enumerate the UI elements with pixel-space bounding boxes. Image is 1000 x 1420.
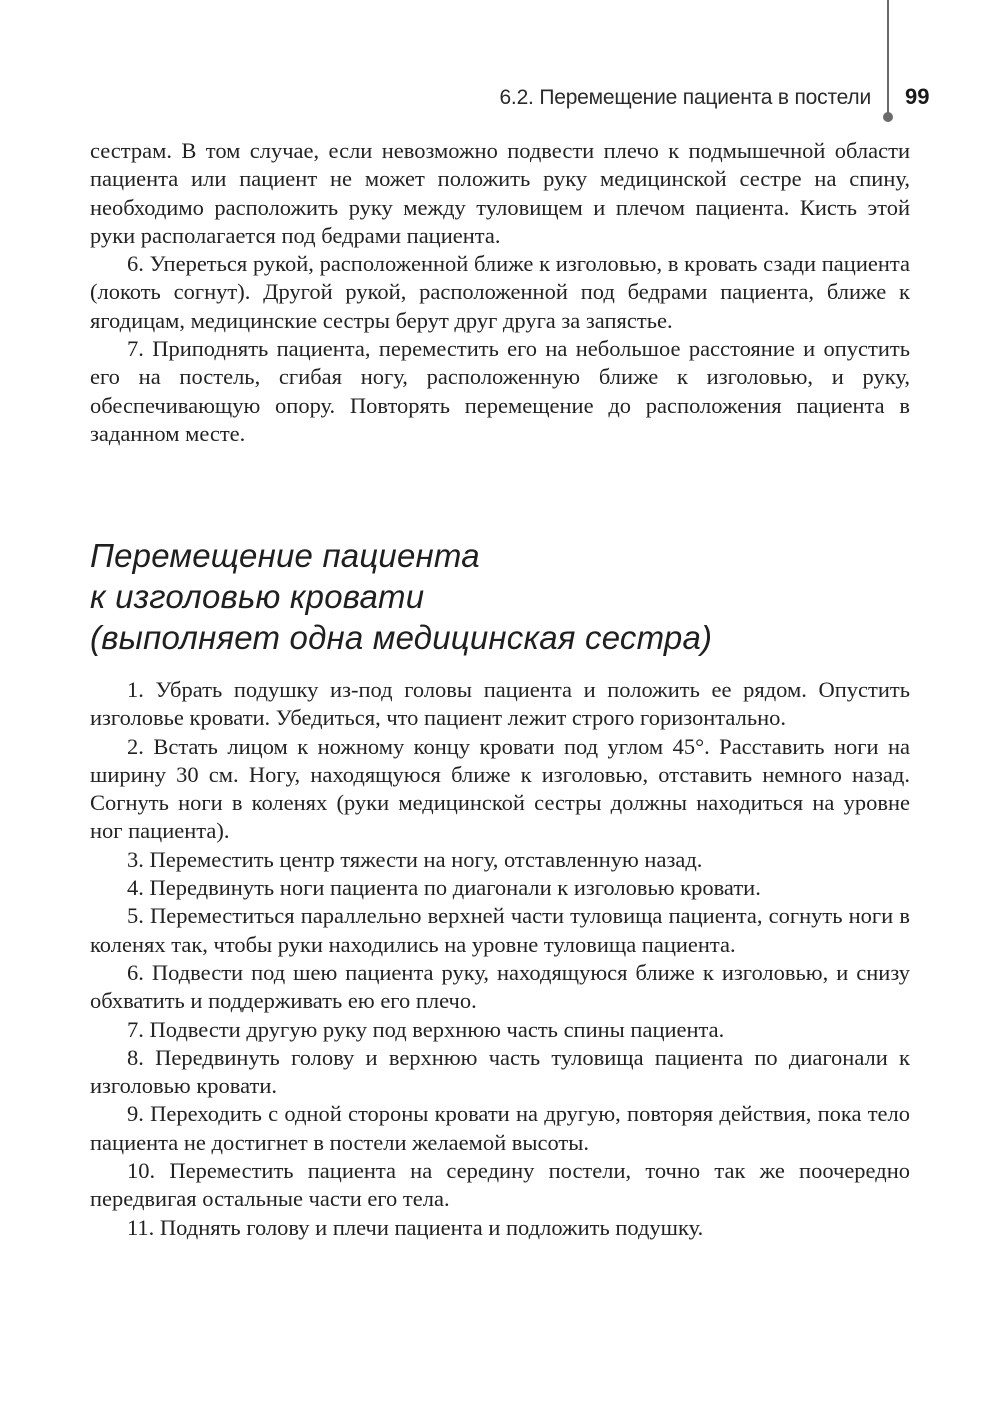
intro-text bbox=[90, 137, 910, 448]
step-item: 3. Переместить центр тяжести на ногу, отставленную назад. bbox=[127, 846, 703, 872]
step-item: 6. Подвести под шею пациента руку, находящуюся ближе к изголовью, и снизу обхватить и поддерживать ею его плечо. bbox=[90, 959, 910, 1014]
section-heading-line-3: (выполняет одна медицинская сестра) bbox=[90, 619, 713, 656]
paragraph-continuation: сестрам. В том случае, если невозможно подвести плечо к подмышечной области пациента или пациент не может положить руку медицинской сестре на спину, необходимо расположить руку между туловищем и плечом пациента. Кисть этой руки располагается под бедрами пациента. bbox=[90, 138, 910, 248]
step-item: 9. Переходить с одной стороны кровати на другую, повторяя действия, пока тело пациента не достигнет в постели желаемой высоты. bbox=[90, 1101, 910, 1155]
section-heading bbox=[90, 535, 910, 658]
step-item: 5. Переместиться параллельно верхней части туловища пациента, согнуть ноги в коленях так, чтобы руки находились на уровне туловища пациента. bbox=[90, 903, 910, 957]
header-dot-ornament bbox=[883, 112, 893, 122]
step-item: 8. Передвинуть голову и верхнюю часть туловища пациента по диагонали к изголовью кровати. bbox=[90, 1044, 910, 1099]
step-item: 7. Подвести другую руку под верхнюю часть спины пациента. bbox=[127, 1016, 725, 1042]
step-item: 2. Встать лицом к ножному концу кровати под углом 45°. Расставить ноги на ширину 30 см. Ногу, находящуюся ближе к изголовью, отставить немного назад. Согнуть ноги в коленях (руки медицинской сестры должны находиться на уровне ног пациента). bbox=[90, 733, 910, 844]
header-divider bbox=[887, 0, 889, 116]
running-title: 6.2. Перемещение пациента в постели bbox=[499, 86, 871, 109]
section-heading-line-2: к изголовью кровати bbox=[90, 578, 425, 615]
steps-list bbox=[90, 676, 910, 1242]
step-item: 4. Передвинуть ноги пациента по диагонали к изголовью кровати. bbox=[127, 875, 761, 901]
paragraph-step-7: 7. Приподнять пациента, переместить его на небольшое расстояние и опустить его на постель, сгибая ногу, расположенную ближе к изголовью, и руку, обеспечивающую опору. Повторять перемещение до расположения пациента в заданном месте. bbox=[90, 336, 910, 446]
page-header bbox=[0, 82, 1000, 122]
step-item: 10. Переместить пациента на середину постели, точно так же поочередно передвигая остальные части его тела. bbox=[90, 1158, 910, 1212]
step-item: 1. Убрать подушку из-под головы пациента и положить ее рядом. Опустить изголовье кровати. Убедиться, что пациент лежит строго горизонтально. bbox=[90, 677, 910, 731]
step-item: 11. Поднять голову и плечи пациента и подложить подушку. bbox=[127, 1214, 704, 1240]
page-number: 99 bbox=[905, 84, 930, 109]
paragraph-step-6: 6. Упереться рукой, расположенной ближе к изголовью, в кровать сзади пациента (локоть согнут). Другой рукой, расположенной под бедрами пациента, ближе к ягодицам, медицинские сестры берут друг друга за запястье. bbox=[90, 251, 910, 333]
section-heading-line-1: Перемещение пациента bbox=[90, 537, 480, 574]
